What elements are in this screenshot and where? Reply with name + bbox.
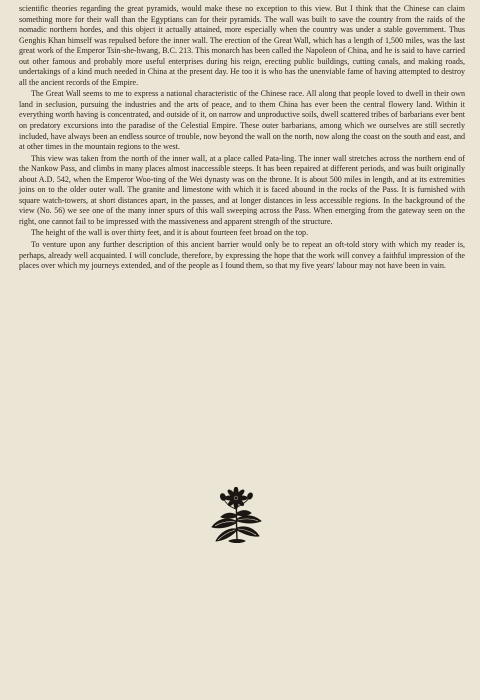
paragraph-4: The height of the wall is over thirty feet, and it is about fourteen feet broad on the top.: [31, 228, 309, 238]
paragraph-2: The Great Wall seems to me to express a national characteristic of the Chinese race. All along that people loved to dwell in their own land in seclusion, pursuing the industries and the arts of peace, and to them China has ever been the central flowery land. Within it everything worth having is concentrated, and outside of it, on narrow and unproductive soils, dwell scattered tribes of barbarians ever bent on predatory excursions into the paradise of the Celestial Empire. These outer barbarians, among which we ourselves are still secretly included, have always been an endless source of trouble, now beyond the wall on the north, now along the coast on the south and east, and at other times in the mountain regions to the west.: [19, 89, 465, 152]
paragraph-1: scientific theories regarding the great pyramids, would make these no exception to this view. But I think that the Chinese can claim something more for their wall than the Egyptians can for their pyramids. The wall was built to save the country from the raids of the nomadic northern hordes, and this object it actually attained, more especially when the country was under a stable government. Thus Genghis Khan himself was repulsed before the inner wall. The erection of the Great Wall, which has a length of 1,500 miles, was the last great work of the Emperor Tsin-she-hwang, B.C. 213. This monarch has been called the Napoleon of China, and he is said to have carried out other famous and probably more useful enterprises during his reign, erecting public buildings, cutting canals, and making roads, undertakings of a kind much needed in China at the present day. He too it is who has the unenviable fame of having attempted to destroy all the ancient records of the Empire.: [19, 4, 465, 87]
paragraph-3: This view was taken from the north of the inner wall, at a place called Pata-ling. The inner wall stretches across the northern end of the Nankow Pass, and climbs in many places almost inaccessible steeps. It has been repaired at different periods, and was built originally about A.D. 542, when the Emperor Woo-ting of the Wei dynasty was on the throne. It is about 500 miles in length, and at its extremities joins on to the older outer wall. The granite and limestone with which it is faced abound in the rocks of the Pass. It is furnished with square watch-towers, at short distances apart, in the passes, and at longer distances in less accessible regions. In the background of the view (No. 56) we see one of the many inner spurs of this wall sweeping across the Pass. When emerging from the gateway seen on the right, one cannot fail to be impressed with the massiveness and apparent strength of the structure.: [19, 153, 465, 226]
body-text: [19, 4, 465, 273]
paragraph-5: To venture upon any further description of this ancient barrier would only be to repeat an oft-told story with which my reader is, perhaps, already well acquainted. I will conclude, therefore, by expressing the hope that the work will convey a faithful impression of the places over which my journeys extended, and of the people as I found them, so that my five years' labour may not have been in vain.: [19, 240, 465, 271]
flower-sprig-icon: [209, 487, 265, 545]
